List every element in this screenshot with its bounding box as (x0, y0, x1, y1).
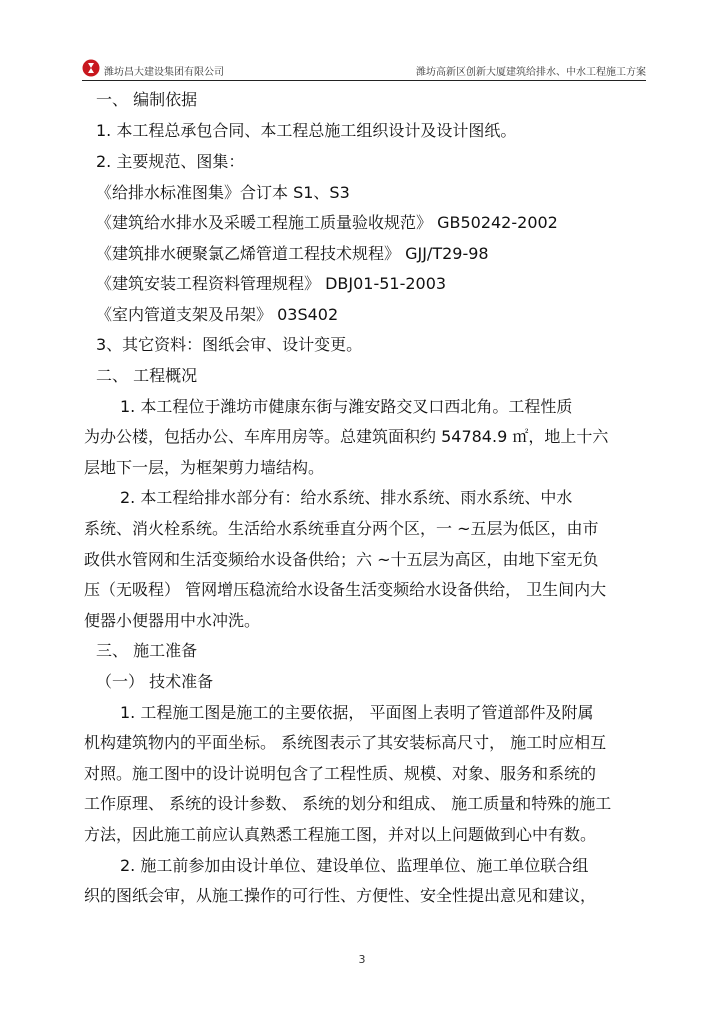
company-logo-icon (82, 59, 100, 77)
standard-item: 《建筑给水排水及采暖工程施工质量验收规范》 GB50242-2002 (96, 213, 558, 232)
heading-preparation: 三、 施工准备 (96, 641, 198, 660)
text-line: 方法，因此施工前应认真熟悉工程施工图，并对以上问题做到心中有数。 (84, 825, 597, 844)
heading-overview: 二、 工程概况 (96, 366, 198, 385)
standard-item: 《室内管道支架及吊架》 03S402 (96, 305, 339, 324)
text-line: 层地下一层，为框架剪力墙结构。 (84, 458, 325, 477)
standard-item: 《建筑排水硬聚氯乙烯管道工程技术规程》 GJJ/T29-98 (96, 244, 489, 263)
text-line: 1. 本工程位于潍坊市健康东街与潍安路交叉口西北角。工程性质 (120, 397, 573, 416)
text-line: 2. 本工程给排水部分有：给水系统、排水系统、雨水系统、中水 (120, 488, 573, 507)
text-line: 政供水管网和生活变频给水设备供给；六 ~十五层为高区，由地下室无负 (84, 550, 599, 569)
text-line: 3、其它资料：图纸会审、设计变更。 (96, 335, 363, 354)
text-line: 2. 主要规范、图集： (96, 152, 245, 171)
company-name: 潍坊昌大建设集团有限公司 (104, 67, 224, 78)
page-header (82, 58, 646, 82)
text-line: 1. 工程施工图是施工的主要依据， 平面图上表明了管道部件及附属 (120, 703, 594, 722)
text-line: 工作原理、 系统的设计参数、 系统的划分和组成、 施工质量和特殊的施工 (84, 794, 612, 813)
text-line: 便器小便器用中水冲洗。 (84, 611, 261, 630)
project-title: 潍坊高新区创新大厦建筑给排水、中水工程施工方案 (416, 67, 646, 78)
text-line: 为办公楼，包括办公、车库用房等。总建筑面积约 54784.9 ㎡，地上十六 (84, 427, 609, 446)
text-line: 1. 本工程总承包合同、本工程总施工组织设计及设计图纸。 (96, 121, 517, 140)
page-number: 3 (358, 953, 366, 966)
heading-basis: 一、 编制依据 (96, 90, 198, 109)
header-rule (82, 80, 646, 81)
standard-item: 《建筑安装工程资料管理规程》 DBJ01-51-2003 (96, 274, 447, 293)
text-line: 系统、消火栓系统。生活给水系统垂直分两个区，一 ~五层为低区，由市 (84, 519, 599, 538)
text-line: 2. 施工前参加由设计单位、建设单位、监理单位、施工单位联合组 (120, 856, 589, 875)
text-line: 压（无吸程） 管网增压稳流给水设备生活变频给水设备供给， 卫生间内大 (84, 580, 607, 599)
text-line: 机构建筑物内的平面坐标。 系统图表示了其安装标高尺寸， 施工时应相互 (84, 733, 607, 752)
subheading-technical: （一） 技术准备 (96, 672, 214, 691)
text-line: 织的图纸会审，从施工操作的可行性、方便性、安全性提出意见和建议， (84, 886, 597, 905)
text-line: 对照。施工图中的设计说明包含了工程性质、规模、对象、服务和系统的 (84, 764, 597, 783)
standard-item: 《给排水标准图集》合订本 S1、S3 (96, 183, 350, 202)
